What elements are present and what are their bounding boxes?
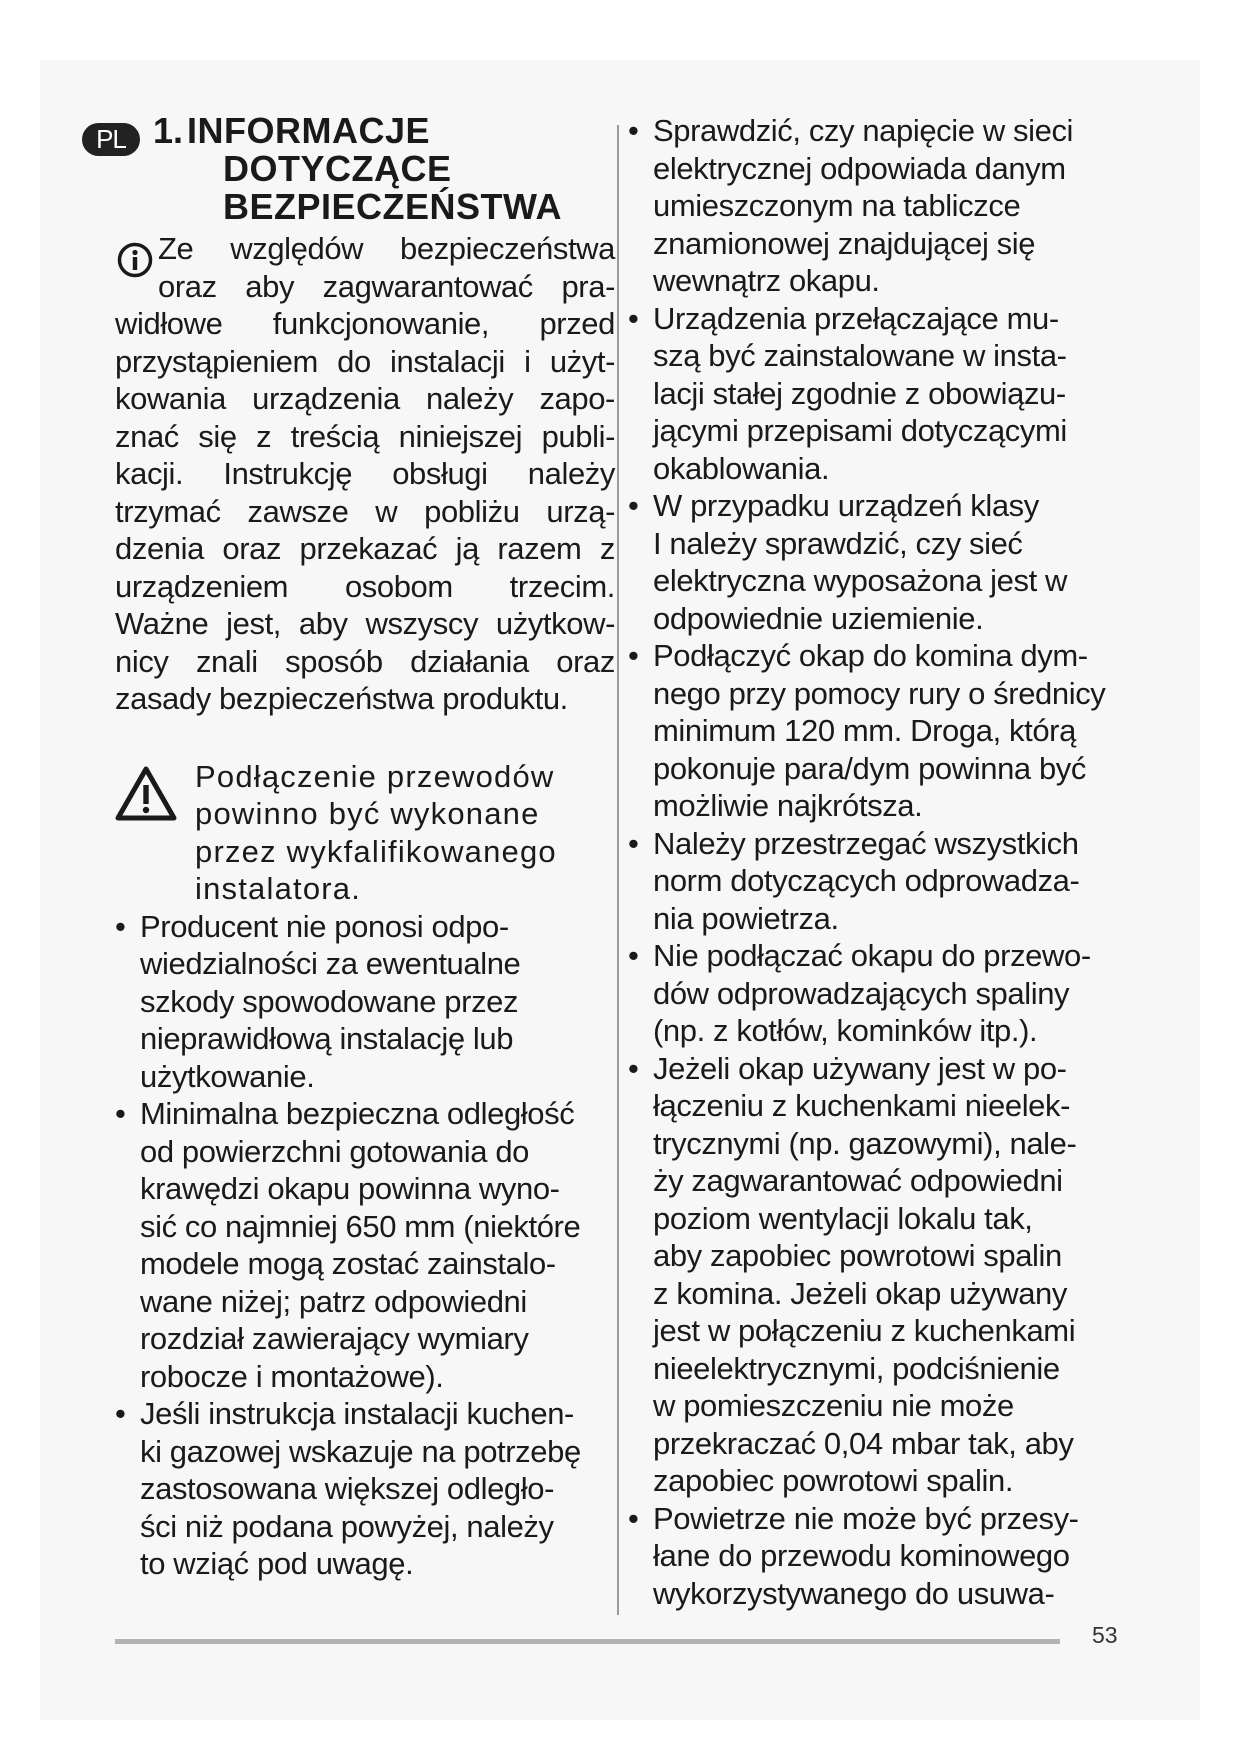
left-column — [96, 110, 615, 1583]
left-bullet-list — [115, 908, 615, 1583]
bullet-marker: • — [628, 938, 639, 973]
text-line: jest w połączeniu z kuchenkami — [653, 1313, 1076, 1348]
text-line: nia powietrza. — [653, 900, 839, 936]
list-item — [628, 300, 1133, 488]
text-line: Podłączyć okap do komina dym- — [653, 638, 1088, 673]
info-icon — [117, 242, 153, 278]
text-line: modele mogą zostać zainstalo- — [140, 1246, 556, 1281]
text-line: dzenia oraz przekazać ją razem z — [115, 531, 615, 566]
intro-paragraph — [115, 230, 615, 718]
text-line: Urządzenia przełączające mu- — [653, 300, 1059, 336]
text-line: rozdział zawierający wymiary — [140, 1321, 529, 1356]
text-line: aby zapobiec powrotowi spalin — [653, 1238, 1062, 1273]
list-item — [115, 908, 615, 1096]
text-line: łane do przewodu kominowego — [653, 1538, 1070, 1573]
bullet-marker: • — [628, 300, 639, 336]
text-line: dów odprowadzających spaliny — [653, 975, 1070, 1011]
text-line: wewnątrz okapu. — [653, 263, 880, 298]
text-line: Producent nie ponosi odpo- — [140, 908, 509, 944]
text-line: robocze i montażowe). — [140, 1358, 444, 1394]
text-line: to wziąć pod uwagę. — [140, 1546, 414, 1581]
text-line: Nie podłączać okapu do przewo- — [653, 938, 1091, 973]
text-line: okablowania. — [653, 450, 830, 486]
text-line: zapobiec powrotowi spalin. — [653, 1463, 1014, 1498]
bullet-marker: • — [115, 1096, 126, 1131]
text-line: od powierzchni gotowania do — [140, 1133, 530, 1169]
list-item — [628, 825, 1133, 938]
section-title — [187, 110, 615, 227]
text-line: znamionowej znajdującej się — [653, 225, 1036, 261]
text-line: łączeniu z kuchenkami nieelek- — [653, 1088, 1071, 1123]
section-number: 1. — [153, 110, 184, 151]
text-line: przez wykfalifikowanego — [195, 833, 557, 869]
text-line: trycznymi (np. gazowymi), nale- — [653, 1125, 1077, 1161]
text-line: elektrycznej odpowiada danym — [653, 150, 1066, 186]
text-line: z komina. Jeżeli okap używany — [653, 1275, 1067, 1311]
text-line: zasady bezpieczeństwa produktu. — [115, 681, 568, 716]
text-line: jącymi przepisami dotyczącymi — [653, 413, 1067, 448]
text-line: szkody spowodowane przez — [140, 983, 519, 1019]
text-line: ści niż podana powyżej, należy — [140, 1508, 554, 1544]
text-line: kowania urządzenia należy zapo- — [115, 381, 615, 416]
bullet-marker: • — [628, 1050, 639, 1086]
column-divider — [617, 125, 619, 1615]
text-line: instalatora. — [195, 871, 362, 906]
text-line: krawędzi okapu powinna wyno- — [140, 1171, 560, 1206]
text-line: powinno być wykonane — [195, 796, 540, 831]
text-line: kacji. Instrukcję obsługi należy — [115, 456, 615, 491]
list-item — [115, 1095, 615, 1395]
right-bullet-list — [628, 112, 1133, 1612]
text-line: Minimalna bezpieczna odległość — [140, 1096, 575, 1131]
text-line: minimum 120 mm. Droga, którą — [653, 713, 1076, 748]
bullet-marker: • — [115, 1396, 126, 1431]
bullet-marker: • — [628, 488, 639, 523]
text-line: zastosowana większej odległo- — [140, 1471, 555, 1506]
list-item — [115, 1395, 615, 1583]
text-line: Ze względów bezpieczeństwa — [158, 231, 615, 266]
title-line: BEZPIECZEŃSTWA — [223, 186, 563, 227]
text-line: umieszczonym na tabliczce — [653, 188, 1021, 223]
bullet-marker: • — [628, 825, 639, 861]
text-line: wane niżej; patrz odpowiedni — [140, 1283, 527, 1319]
warning-paragraph — [195, 758, 615, 908]
text-line: nicy znali sposób działania oraz — [115, 643, 615, 679]
section-heading — [96, 110, 615, 227]
text-line: Powietrze nie może być przesy- — [653, 1500, 1079, 1536]
warning-note — [115, 758, 615, 908]
title-line: DOTYCZĄCE — [223, 148, 452, 189]
list-item — [628, 1500, 1133, 1613]
text-line: Sprawdzić, czy napięcie w sieci — [653, 113, 1074, 148]
list-item — [628, 937, 1133, 1050]
text-line: pokonuje para/dym powinna być — [653, 750, 1087, 786]
right-column — [628, 112, 1133, 1612]
safety-intro — [115, 230, 615, 718]
page-number: 53 — [1092, 1622, 1118, 1648]
list-item — [628, 112, 1133, 300]
text-line: wykorzystywanego do usuwa- — [653, 1575, 1055, 1611]
text-line: W przypadku urządzeń klasy — [653, 488, 1039, 523]
text-line: I należy sprawdzić, czy sieć — [653, 525, 1023, 561]
text-line: przystąpieniem do instalacji i użyt- — [115, 343, 615, 379]
text-line: użytkowanie. — [140, 1058, 315, 1094]
footer-rule — [115, 1639, 1060, 1644]
warning-triangle-icon — [115, 766, 177, 822]
text-line: Należy przestrzegać wszystkich — [653, 825, 1079, 861]
text-line: nego przy pomocy rury o średnicy — [653, 675, 1106, 711]
text-line: odpowiednie uziemienie. — [653, 600, 984, 636]
text-line: trzymać zawsze w pobliżu urzą- — [115, 493, 615, 529]
language-badge: PL — [82, 123, 140, 156]
text-line: urządzeniem osobom trzecim. — [115, 568, 615, 604]
text-line: ży zagwarantować odpowiedni — [653, 1163, 1063, 1198]
bullet-marker: • — [628, 638, 639, 673]
text-line: Podłączenie przewodów — [195, 758, 555, 794]
text-line: Jeżeli okap używany jest w po- — [653, 1050, 1067, 1086]
text-line: szą być zainstalowane w insta- — [653, 338, 1067, 373]
text-line: przekraczać 0,04 mbar tak, aby — [653, 1425, 1074, 1461]
text-line: oraz aby zagwarantować pra- — [158, 268, 615, 304]
bullet-marker: • — [115, 908, 126, 944]
text-line: poziom wentylacji lokalu tak, — [653, 1200, 1033, 1236]
text-line: Ważne jest, aby wszyscy użytkow- — [115, 606, 615, 641]
bullet-marker: • — [628, 1500, 639, 1536]
text-line: (np. z kotłów, kominków itp.). — [653, 1013, 1038, 1048]
title-line: INFORMACJE — [187, 110, 431, 151]
text-line: Jeśli instrukcja instalacji kuchen- — [140, 1396, 574, 1431]
text-line: ki gazowej wskazuje na potrzebę — [140, 1433, 581, 1469]
text-line: lacji stałej zgodnie z obowiązu- — [653, 375, 1066, 411]
text-line: nieprawidłową instalację lub — [140, 1021, 514, 1056]
text-line: widłowe funkcjonowanie, przed — [115, 306, 615, 341]
list-item — [628, 1050, 1133, 1500]
text-line: sić co najmniej 650 mm (niektóre — [140, 1208, 581, 1244]
text-line: w pomieszczeniu nie może — [653, 1388, 1014, 1423]
bullet-marker: • — [628, 113, 639, 148]
list-item — [628, 637, 1133, 825]
text-line: możliwie najkrótsza. — [653, 788, 923, 823]
text-line: wiedzialności za ewentualne — [140, 946, 521, 981]
text-line: znać się z treścią niniejszej publi- — [115, 418, 615, 454]
text-line: elektryczna wyposażona jest w — [653, 563, 1067, 598]
text-line: nieelektrycznymi, podciśnienie — [653, 1350, 1060, 1386]
text-line: norm dotyczących odprowadza- — [653, 863, 1080, 898]
list-item — [628, 487, 1133, 637]
